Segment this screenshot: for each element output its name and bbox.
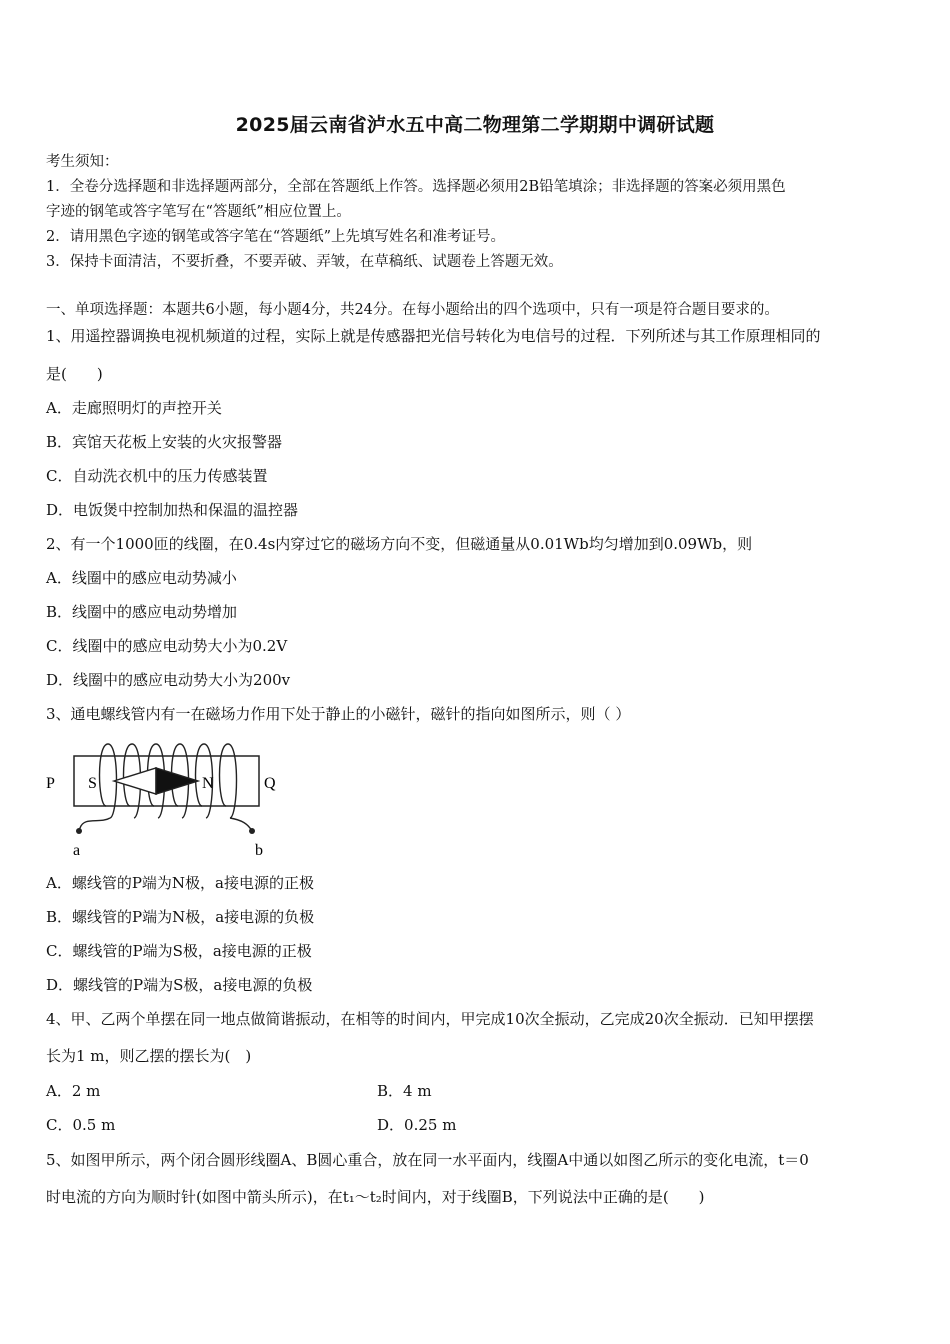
q4-option-a: A．2 m <box>46 1082 101 1100</box>
wire-a <box>79 818 110 831</box>
q3-stem: 3、通电螺线管内有一在磁场力作用下处于静止的小磁针，磁针的指向如图所示，则（ ） <box>46 705 631 723</box>
q1-stem-cont: 是( ) <box>46 365 103 383</box>
q1-stem: 1、用遥控器调换电视机频道的过程，实际上就是传感器把光信号转化为电信号的过程．下列所述与其工作原理相同的 <box>46 327 821 345</box>
label-p: P <box>46 775 55 792</box>
q3-option-a: A．螺线管的P端为N极，a接电源的正极 <box>46 874 314 892</box>
q5-stem: 5、如图甲所示，两个闭合圆形线圈A、B圆心重合，放在同一水平面内，线圈A中通以如图乙所示的变化电流，t＝0 <box>46 1151 809 1169</box>
label-s: S <box>88 775 97 792</box>
notice-item: 字迹的钢笔或答字笔写在“答题纸”相应位置上。 <box>46 204 351 220</box>
label-n: N <box>202 775 214 792</box>
label-q: Q <box>264 775 276 792</box>
q2-option-b: B．线圈中的感应电动势增加 <box>46 603 238 621</box>
q3-option-d: D．螺线管的P端为S极，a接电源的负极 <box>46 976 313 994</box>
q2-option-d: D．线圈中的感应电动势大小为200v <box>46 671 291 689</box>
section-heading: 一、单项选择题：本题共6小题，每小题4分，共24分。在每小题给出的四个选项中，只有一项是符合题目要求的。 <box>46 302 779 318</box>
needle-south-half <box>114 768 156 794</box>
notice-item: 3．保持卡面清洁，不要折叠，不要弄破、弄皱，在草稿纸、试题卷上答题无效。 <box>46 254 563 270</box>
needle-north-half <box>156 768 198 794</box>
q4-option-c: C．0.5 m <box>46 1116 116 1134</box>
q4-option-b: B．4 m <box>377 1082 432 1100</box>
q1-option-c: C．自动洗衣机中的压力传感装置 <box>46 467 268 485</box>
terminal-a <box>76 828 82 834</box>
q4-stem-cont: 长为1 m，则乙摆的摆长为( ) <box>46 1047 252 1065</box>
notice-item: 2．请用黑色字迹的钢笔或答字笔在“答题纸”上先填写姓名和准考证号。 <box>46 229 506 245</box>
notice-heading: 考生须知： <box>46 154 119 170</box>
page-title: 2025届云南省泸水五中高二物理第二学期期中调研试题 <box>235 114 715 136</box>
solenoid-figure <box>46 738 296 860</box>
q1-option-d: D．电饭煲中控制加热和保温的温控器 <box>46 501 299 519</box>
q2-option-c: C．线圈中的感应电动势大小为0.2V <box>46 637 288 655</box>
label-b: b <box>255 842 263 859</box>
q2-option-a: A．线圈中的感应电动势减小 <box>46 569 237 587</box>
terminal-b <box>249 828 255 834</box>
q5-stem-cont: 时电流的方向为顺时针(如图中箭头所示)，在t₁～t₂时间内，对于线圈B，下列说法中正确的是( ) <box>46 1188 705 1206</box>
q3-option-c: C．螺线管的P端为S极，a接电源的正极 <box>46 942 312 960</box>
q1-option-b: B．宾馆天花板上安装的火灾报警器 <box>46 433 283 451</box>
wire-b <box>230 818 252 831</box>
q2-stem: 2、有一个1000匝的线圈，在0.4s内穿过它的磁场方向不变，但磁通量从0.01Wb均匀增加到0.09Wb，则 <box>46 535 753 553</box>
q3-option-b: B．螺线管的P端为N极，a接电源的负极 <box>46 908 315 926</box>
q4-option-d: D．0.25 m <box>377 1116 457 1134</box>
q1-option-a: A．走廊照明灯的声控开关 <box>46 399 222 417</box>
q4-stem: 4、甲、乙两个单摆在同一地点做简谐振动，在相等的时间内，甲完成10次全振动，乙完成20次全振动．已知甲摆摆 <box>46 1010 814 1028</box>
label-a: a <box>73 842 81 859</box>
notice-item: 1．全卷分选择题和非选择题两部分，全部在答题纸上作答。选择题必须用2B铅笔填涂；非选择题的答案必须用黑色 <box>46 179 786 195</box>
